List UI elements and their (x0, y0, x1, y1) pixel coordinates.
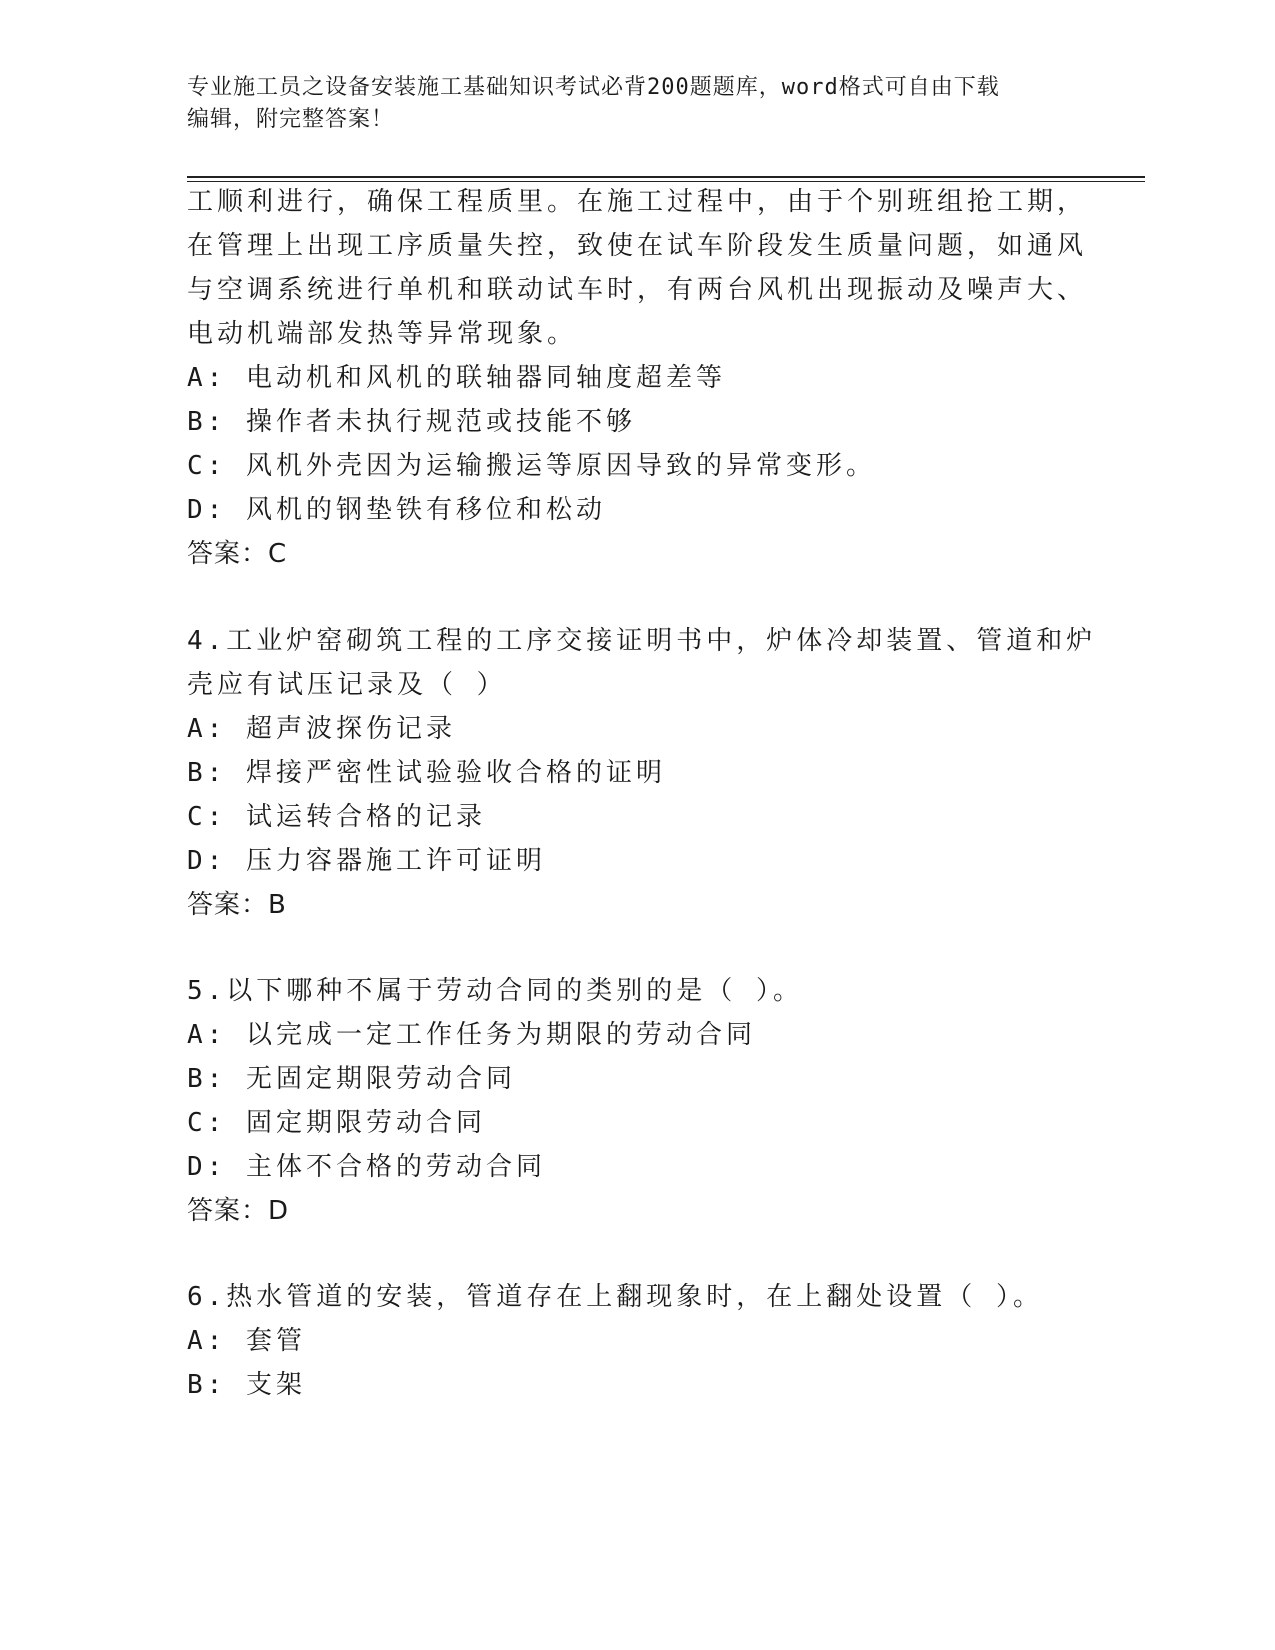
question-3-text-line: 工顺利进行，确保工程质里。在施工过程中，由于个别班组抢工期， (187, 187, 1088, 217)
question-4-text-line: 壳应有试压记录及（ ） (187, 670, 507, 700)
question-3-text-line: 在管理上出现工序质量失控，致使在试车阶段发生质量问题，如通风 (187, 231, 1088, 261)
header-divider (187, 176, 1145, 182)
question-5-option-a: A: 以完成一定工作任务为期限的劳动合同 (187, 1020, 756, 1050)
question-4-option-d: D: 压力容器施工许可证明 (187, 846, 546, 876)
question-3-text-line: 电动机端部发热等异常现象。 (187, 319, 578, 349)
question-5-text-line: 5.以下哪种不属于劳动合同的类别的是（ ）。 (187, 976, 803, 1006)
question-3-option-c: C: 风机外壳因为运输搬运等原因导致的异常变形。 (187, 451, 876, 481)
question-4-option-a: A: 超声波探伤记录 (187, 714, 456, 744)
question-3-answer: 答案：C (187, 539, 288, 569)
question-4-option-b: B: 焊接严密性试验验收合格的证明 (187, 758, 666, 788)
question-6-option-b: B: 支架 (187, 1370, 306, 1400)
question-4-answer: 答案：B (187, 890, 287, 920)
document-header (187, 72, 1087, 136)
question-5-option-c: C: 固定期限劳动合同 (187, 1108, 486, 1138)
question-3-option-a: A: 电动机和风机的联轴器同轴度超差等 (187, 363, 726, 393)
question-3-text-line: 与空调系统进行单机和联动试车时，有两台风机出现振动及噪声大、 (187, 275, 1088, 305)
question-5-answer: 答案：D (187, 1196, 290, 1226)
question-5-option-d: D: 主体不合格的劳动合同 (187, 1152, 546, 1182)
question-6-text-line: 6.热水管道的安装，管道存在上翻现象时，在上翻处设置（ ）。 (187, 1282, 1043, 1312)
header-title-line-2: 编辑，附完整答案！ (187, 107, 395, 132)
question-6-option-a: A: 套管 (187, 1326, 306, 1356)
question-4-option-c: C: 试运转合格的记录 (187, 802, 486, 832)
question-3-option-d: D: 风机的钢垫铁有移位和松动 (187, 495, 606, 525)
question-5-option-b: B: 无固定期限劳动合同 (187, 1064, 516, 1094)
question-3-option-b: B: 操作者未执行规范或技能不够 (187, 407, 636, 437)
question-4-text-line: 4.工业炉窑砌筑工程的工序交接证明书中，炉体冷却装置、管道和炉 (187, 626, 1097, 656)
header-title-line-1: 专业施工员之设备安装施工基础知识考试必背200题题库，word格式可自由下载 (187, 75, 1000, 100)
